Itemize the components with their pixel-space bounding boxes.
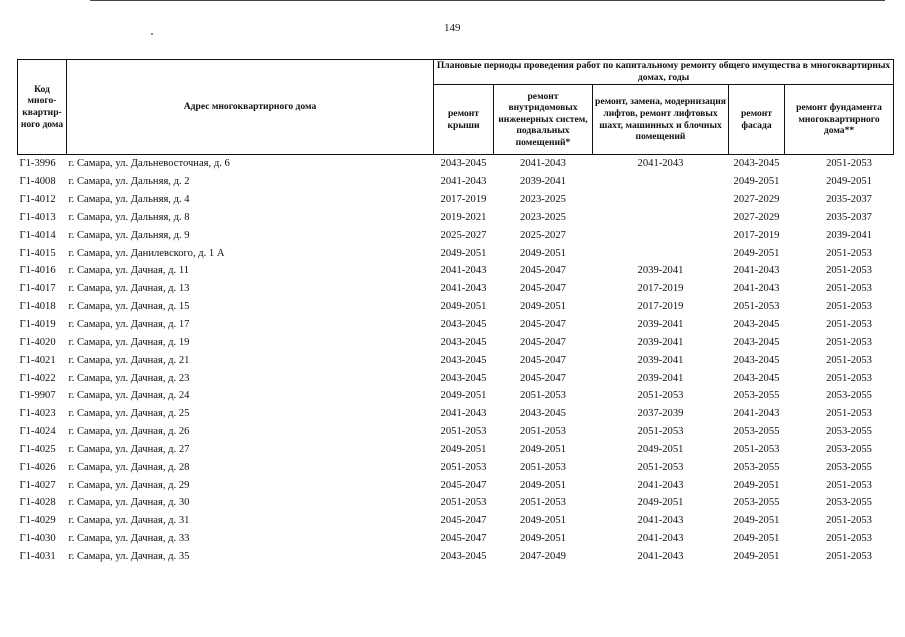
cell-foundation: 2051-2053 xyxy=(826,319,872,331)
header-elevators: ремонт, замена, модернизация лифтов, ремонт лифтовых шахт, машинных и блочных помещений xyxy=(593,85,729,155)
cell-systems: 2045-2047 xyxy=(520,283,566,295)
cell-facade: 2043-2045 xyxy=(733,336,780,348)
cell-facade: 2051-2053 xyxy=(733,301,780,313)
cell-address: г. Самара, ул. Дачная, д. 27 xyxy=(68,443,190,455)
cell-roof: 2041-2043 xyxy=(440,408,487,420)
cell-roof: 2019-2021 xyxy=(440,211,487,223)
cell-address: г. Самара, ул. Дачная, д. 19 xyxy=(68,336,190,348)
cell-code: Г1-4023 xyxy=(19,408,56,420)
cell-roof: 2051-2053 xyxy=(440,461,487,473)
header-facade: ремонт фасада xyxy=(729,85,785,155)
cell-address: г. Самара, ул. Дачная, д. 28 xyxy=(68,461,190,473)
cell-foundation: 2051-2053 xyxy=(826,533,872,545)
cell-foundation: 2051-2053 xyxy=(826,265,872,277)
cell-facade: 2053-2055 xyxy=(733,497,780,509)
table-row xyxy=(18,405,894,423)
cell-foundation: 2035-2037 xyxy=(826,211,872,223)
cell-elevators: 2051-2053 xyxy=(637,390,684,402)
cell-elevators: 2039-2041 xyxy=(637,336,684,348)
cell-code: Г1-4027 xyxy=(19,479,56,491)
cell-systems: 2045-2047 xyxy=(520,372,566,384)
cell-facade: 2051-2053 xyxy=(733,443,780,455)
header-address: Адрес многоквартирного дома xyxy=(67,60,434,155)
cell-systems: 2045-2047 xyxy=(520,336,566,348)
table-row xyxy=(18,476,894,494)
cell-roof: 2049-2051 xyxy=(440,443,487,455)
page-number: 149 xyxy=(444,22,461,34)
cell-code: Г1-4021 xyxy=(19,354,56,366)
cell-elevators xyxy=(593,244,729,262)
cell-address: г. Самара, ул. Дальняя, д. 9 xyxy=(68,229,190,241)
cell-code: Г1-4014 xyxy=(19,229,56,241)
cell-facade: 2041-2043 xyxy=(733,283,780,295)
cell-roof: 2043-2045 xyxy=(440,372,487,384)
cell-systems: 2039-2041 xyxy=(520,176,566,188)
cell-systems: 2043-2045 xyxy=(520,408,566,420)
table-row xyxy=(18,512,894,530)
cell-address: г. Самара, ул. Дачная, д. 11 xyxy=(68,265,190,277)
cell-elevators: 2049-2051 xyxy=(637,443,684,455)
cell-address: г. Самара, ул. Дачная, д. 30 xyxy=(68,497,190,509)
cell-foundation: 2051-2053 xyxy=(826,283,872,295)
cell-foundation: 2051-2053 xyxy=(826,354,872,366)
cell-facade: 2049-2051 xyxy=(733,479,780,491)
table-row xyxy=(18,333,894,351)
repair-schedule-table xyxy=(17,59,894,565)
cell-foundation: 2051-2053 xyxy=(826,301,872,313)
cell-elevators xyxy=(593,191,729,209)
cell-roof: 2025-2027 xyxy=(440,229,487,241)
cell-roof: 2049-2051 xyxy=(440,390,487,402)
cell-elevators: 2041-2043 xyxy=(637,158,684,170)
cell-elevators: 2041-2043 xyxy=(637,550,684,562)
table-row xyxy=(18,441,894,459)
cell-address: г. Самара, ул. Дачная, д. 23 xyxy=(68,372,190,384)
cell-foundation: 2053-2055 xyxy=(826,461,872,473)
cell-roof: 2045-2047 xyxy=(440,533,487,545)
cell-foundation: 2049-2051 xyxy=(826,176,872,188)
table-row xyxy=(18,369,894,387)
cell-systems: 2049-2051 xyxy=(520,479,566,491)
cell-code: Г1-4018 xyxy=(19,301,56,313)
cell-code: Г1-9907 xyxy=(19,390,56,402)
cell-code: Г1-4025 xyxy=(19,443,56,455)
cell-code: Г1-4012 xyxy=(19,194,56,206)
cell-address: г. Самара, ул. Дачная, д. 17 xyxy=(68,319,190,331)
cell-roof: 2045-2047 xyxy=(440,515,487,527)
table-row xyxy=(18,155,894,173)
cell-foundation: 2051-2053 xyxy=(826,479,872,491)
cell-code: Г1-4019 xyxy=(19,319,56,331)
table-row xyxy=(18,209,894,227)
cell-code: Г1-4015 xyxy=(19,247,56,259)
cell-facade: 2017-2019 xyxy=(733,229,780,241)
cell-roof: 2043-2045 xyxy=(440,354,487,366)
cell-address: г. Самара, ул. Дачная, д. 29 xyxy=(68,479,190,491)
cell-foundation: 2051-2053 xyxy=(826,336,872,348)
cell-foundation: 2053-2055 xyxy=(826,426,872,438)
cell-foundation: 2035-2037 xyxy=(826,194,872,206)
cell-facade: 2043-2045 xyxy=(733,354,780,366)
cell-systems: 2047-2049 xyxy=(520,550,566,562)
cell-code: Г1-4022 xyxy=(19,372,56,384)
cell-systems: 2045-2047 xyxy=(520,265,566,277)
cell-address: г. Самара, ул. Дачная, д. 31 xyxy=(68,515,190,527)
cell-address: г. Самара, ул. Дальневосточная, д. 6 xyxy=(68,158,230,170)
cell-elevators: 2017-2019 xyxy=(637,301,684,313)
cell-address: г. Самара, ул. Данилевского, д. 1 А xyxy=(68,247,225,259)
cell-address: г. Самара, ул. Дачная, д. 26 xyxy=(68,426,190,438)
cell-roof: 2049-2051 xyxy=(440,301,487,313)
cell-systems: 2049-2051 xyxy=(520,515,566,527)
table-row xyxy=(18,316,894,334)
cell-systems: 2051-2053 xyxy=(520,426,566,438)
cell-roof: 2049-2051 xyxy=(440,247,487,259)
cell-address: г. Самара, ул. Дачная, д. 35 xyxy=(68,550,190,562)
cell-facade: 2027-2029 xyxy=(733,211,780,223)
cell-systems: 2049-2051 xyxy=(520,443,566,455)
cell-facade: 2043-2045 xyxy=(733,372,780,384)
cell-roof: 2017-2019 xyxy=(440,194,487,206)
cell-elevators: 2041-2043 xyxy=(637,515,684,527)
cell-address: г. Самара, ул. Дальняя, д. 2 xyxy=(68,176,190,188)
cell-systems: 2045-2047 xyxy=(520,319,566,331)
table-row xyxy=(18,494,894,512)
cell-foundation: 2053-2055 xyxy=(826,497,872,509)
table-row xyxy=(18,244,894,262)
cell-elevators: 2049-2051 xyxy=(637,497,684,509)
cell-elevators: 2051-2053 xyxy=(637,461,684,473)
cell-code: Г1-4028 xyxy=(19,497,56,509)
cell-foundation: 2051-2053 xyxy=(826,158,872,170)
cell-roof: 2043-2045 xyxy=(440,158,487,170)
cell-elevators: 2039-2041 xyxy=(637,354,684,366)
header-periods-group: Плановые периоды проведения работ по капитальному ремонту общего имущества в многоквартирных домах, годы xyxy=(434,60,894,85)
page-top-rule xyxy=(90,0,885,1)
cell-address: г. Самара, ул. Дачная, д. 24 xyxy=(68,390,190,402)
table-row xyxy=(18,226,894,244)
cell-address: г. Самара, ул. Дачная, д. 21 xyxy=(68,354,190,366)
scan-speck xyxy=(151,33,153,35)
cell-facade: 2053-2055 xyxy=(733,390,780,402)
cell-foundation: 2053-2055 xyxy=(826,443,872,455)
cell-code: Г1-4029 xyxy=(19,515,56,527)
cell-facade: 2053-2055 xyxy=(733,461,780,473)
table-row xyxy=(18,262,894,280)
cell-systems: 2023-2025 xyxy=(520,211,566,223)
cell-facade: 2049-2051 xyxy=(733,515,780,527)
cell-systems: 2041-2043 xyxy=(520,158,566,170)
cell-systems: 2051-2053 xyxy=(520,390,566,402)
table-body xyxy=(18,155,894,566)
cell-address: г. Самара, ул. Дачная, д. 15 xyxy=(68,301,190,313)
cell-facade: 2041-2043 xyxy=(733,408,780,420)
cell-facade: 2041-2043 xyxy=(733,265,780,277)
cell-roof: 2041-2043 xyxy=(440,283,487,295)
cell-address: г. Самара, ул. Дачная, д. 33 xyxy=(68,533,190,545)
cell-systems: 2049-2051 xyxy=(520,247,566,259)
header-foundation: ремонт фундамента многоквартирного дома** xyxy=(785,85,894,155)
header-roof: ремонт крыши xyxy=(434,85,494,155)
cell-address: г. Самара, ул. Дачная, д. 25 xyxy=(68,408,190,420)
table-row xyxy=(18,173,894,191)
cell-code: Г1-4026 xyxy=(19,461,56,473)
cell-elevators xyxy=(593,226,729,244)
cell-facade: 2043-2045 xyxy=(733,158,780,170)
cell-systems: 2025-2027 xyxy=(520,229,566,241)
cell-roof: 2043-2045 xyxy=(440,319,487,331)
cell-elevators: 2017-2019 xyxy=(637,283,684,295)
cell-address: г. Самара, ул. Дачная, д. 13 xyxy=(68,283,190,295)
table-row xyxy=(18,423,894,441)
cell-elevators xyxy=(593,173,729,191)
cell-code: Г1-4013 xyxy=(19,211,56,223)
cell-code: Г1-4008 xyxy=(19,176,56,188)
header-code: Код много-квартир-ного дома xyxy=(18,60,67,155)
cell-systems: 2023-2025 xyxy=(520,194,566,206)
cell-systems: 2049-2051 xyxy=(520,301,566,313)
cell-facade: 2049-2051 xyxy=(733,550,780,562)
cell-foundation: 2053-2055 xyxy=(826,390,872,402)
cell-elevators: 2051-2053 xyxy=(637,426,684,438)
cell-roof: 2041-2043 xyxy=(440,265,487,277)
cell-foundation: 2051-2053 xyxy=(826,515,872,527)
cell-code: Г1-3996 xyxy=(19,158,56,170)
cell-roof: 2051-2053 xyxy=(440,497,487,509)
cell-facade: 2049-2051 xyxy=(733,247,780,259)
cell-foundation: 2051-2053 xyxy=(826,550,872,562)
cell-roof: 2045-2047 xyxy=(440,479,487,491)
cell-foundation: 2051-2053 xyxy=(826,372,872,384)
table-row xyxy=(18,351,894,369)
cell-elevators: 2037-2039 xyxy=(637,408,684,420)
cell-systems: 2045-2047 xyxy=(520,354,566,366)
cell-facade: 2043-2045 xyxy=(733,319,780,331)
cell-facade: 2053-2055 xyxy=(733,426,780,438)
cell-address: г. Самара, ул. Дальняя, д. 4 xyxy=(68,194,190,206)
cell-elevators: 2041-2043 xyxy=(637,479,684,491)
cell-roof: 2041-2043 xyxy=(440,176,487,188)
table-row xyxy=(18,298,894,316)
cell-foundation: 2051-2053 xyxy=(826,247,872,259)
cell-facade: 2049-2051 xyxy=(733,533,780,545)
cell-code: Г1-4020 xyxy=(19,336,56,348)
table-row xyxy=(18,387,894,405)
cell-foundation: 2051-2053 xyxy=(826,408,872,420)
cell-code: Г1-4030 xyxy=(19,533,56,545)
cell-systems: 2051-2053 xyxy=(520,497,566,509)
cell-code: Г1-4016 xyxy=(19,265,56,277)
cell-code: Г1-4017 xyxy=(19,283,56,295)
cell-elevators: 2039-2041 xyxy=(637,319,684,331)
cell-elevators: 2041-2043 xyxy=(637,533,684,545)
cell-elevators: 2039-2041 xyxy=(637,372,684,384)
cell-roof: 2051-2053 xyxy=(440,426,487,438)
table-row xyxy=(18,458,894,476)
table-row xyxy=(18,191,894,209)
cell-code: Г1-4024 xyxy=(19,426,56,438)
cell-systems: 2049-2051 xyxy=(520,533,566,545)
header-systems: ремонт внутридомовых инженерных систем, подвальных помещений* xyxy=(494,85,593,155)
cell-foundation: 2039-2041 xyxy=(826,229,872,241)
cell-address: г. Самара, ул. Дальняя, д. 8 xyxy=(68,211,190,223)
table-row xyxy=(18,280,894,298)
cell-code: Г1-4031 xyxy=(19,550,56,562)
cell-facade: 2049-2051 xyxy=(733,176,780,188)
cell-elevators: 2039-2041 xyxy=(637,265,684,277)
table-row xyxy=(18,548,894,566)
cell-systems: 2051-2053 xyxy=(520,461,566,473)
cell-elevators xyxy=(593,209,729,227)
cell-roof: 2043-2045 xyxy=(440,550,487,562)
cell-roof: 2043-2045 xyxy=(440,336,487,348)
table-row xyxy=(18,530,894,548)
cell-facade: 2027-2029 xyxy=(733,194,780,206)
